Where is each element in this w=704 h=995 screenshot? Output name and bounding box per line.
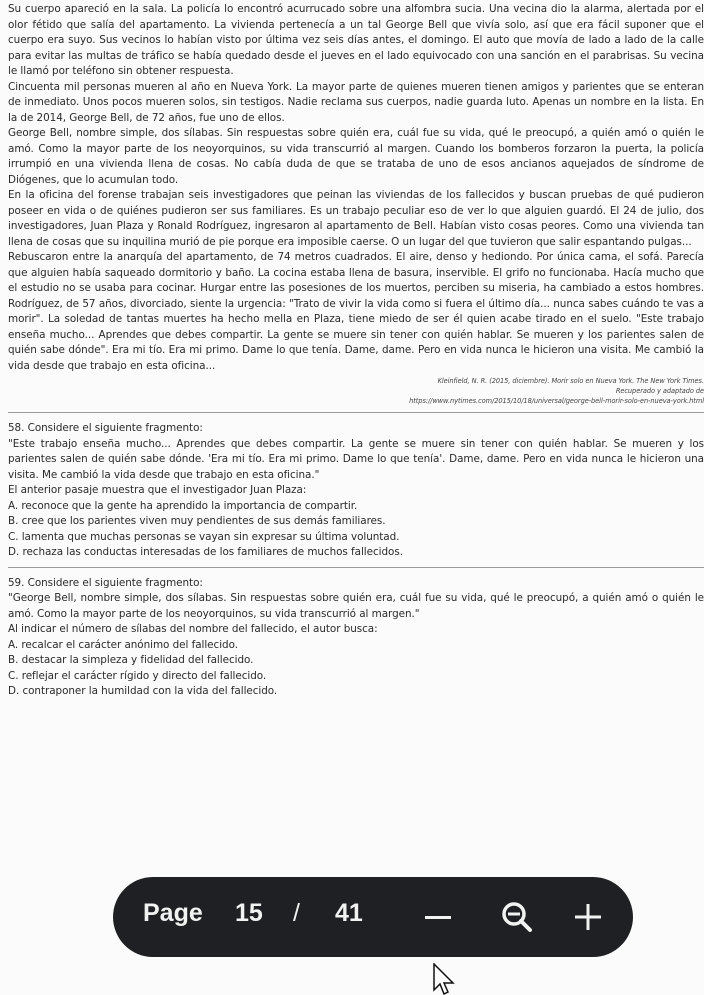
page-separator: /: [293, 899, 300, 927]
paragraph: George Bell, nombre simple, dos sílabas. Sin respuestas sobre quién era, cuál fue su vida, qué le preocupó, a quién amó o quién le amó. Como la mayor parte de los neoyorquinos, su vida transcurrió al margen. Cuando los bomberos forzaron la puerta, la policía irrumpió en una vivienda llena de cosas. No cabía duda de que se trataba de uno de esos ancianos aquejados de síndrome de Diógenes, que lo acumulan todo.: [8, 127, 704, 186]
section-divider: [8, 567, 704, 568]
answer-option-c[interactable]: C. reflejar el carácter rígido y directo del fallecido.: [8, 669, 267, 682]
question-heading: 59. Considere el siguiente fragmento:: [8, 576, 203, 589]
paragraph: Su cuerpo apareció en la sala. La policía lo encontró acurrucado sobre una alfombra sucia. Una vecina dio la alarma, alertada por el olor fétido que salía del apartamento. La vivienda pertenecía a un tal George Bell que vivía solo, así que era fácil suponer que el cuerpo era suyo. Sus vecinos lo habían visto por última vez seis días antes, el domingo. El auto que movía de lado a lado de la calle para evitar las multas de tráfico se había quedado desde el jueves en el lado equivocado con una sanción en el parabrisas. Su vecina le llamó por teléfono sin obtener respuesta.: [8, 3, 704, 77]
answer-option-d[interactable]: D. rechaza las conductas interesadas de los familiares de muchos fallecidos.: [8, 546, 403, 558]
citation: [8, 376, 704, 406]
question-58: [8, 421, 704, 561]
answer-option-a[interactable]: A. reconoce que la gente ha aprendido la importancia de compartir.: [8, 499, 358, 512]
question-prompt: Al indicar el número de sílabas del nombre del fallecido, el autor busca:: [8, 623, 378, 635]
question-prompt: El anterior pasaje muestra que el investigador Juan Plaza:: [8, 484, 307, 496]
answer-option-c[interactable]: C. lamenta que muchas personas se vayan sin expresar su última voluntad.: [8, 530, 400, 543]
zoom-in-button[interactable]: [565, 893, 613, 941]
zoom-in-icon: [565, 893, 613, 941]
zoom-out-button[interactable]: [415, 893, 463, 941]
citation-retrieved: Recuperado y adaptado de: [615, 387, 704, 395]
citation-reference: Kleinfield, N. R. (2015, diciembre). Morir solo en Nueva York. The New York Times.: [437, 377, 704, 385]
zoom-icon: [493, 893, 541, 941]
question-fragment: "George Bell, nombre simple, dos sílabas. Sin respuestas sobre quién era, cuál fue su vida, qué le preocupó, a quién amó o quién le amó. Como la mayor parte de los neoyorquinos, su vida transcurrió al margen.": [8, 592, 704, 620]
paragraph: Rebuscaron entre la anarquía del apartamento, de 74 metros cuadrados. El aire, denso y hediondo. Por única cama, el sofá. Parecía que alguien había saqueado dormitorio y baño. La cocina estaba llena de basura, inservible. El grifo no funcionaba. Hacía mucho que el estudio no se usaba para cocinar. Hurgar entre las posesiones de los muertos, perciben su miseria, ha cambiado a estos hombres. Rodríguez, de 57 años, divorciado, siente la urgencia: "Trato de vivir la vida como si fuera el último día... nunca sabes cuándo te vas a morir". La soledad de tantas muertes ha hecho mella en Plaza, tiene miedo de ser él quien acabe tirado en el suelo. "Este trabajo enseña mucho... Aprendes que debes compartir. La gente se muere sin tener con quién hablar. Se mueren y los parientes salen de quién sabe dónde". Era mi tío. Era mi primo. Dame lo que tenía. Dame, dame. Pero en vida nunca le hicieron una visita. Me cambió la vida desde que trabajo en esta oficina...: [8, 251, 704, 372]
section-divider: [8, 412, 704, 413]
answer-option-a[interactable]: A. recalcar el carácter anónimo del fallecido.: [8, 638, 238, 651]
article-text: [8, 2, 704, 374]
question-fragment: "Este trabajo enseña mucho... Aprendes que debes compartir. La gente se muere sin tener con quién hablar. Se mueren y los parientes salen de quién sabe dónde. 'Era mi tío. Era mi primo. Dame lo que tenía'. Dame, dame. Pero en vida nunca le hicieron una visita. Me cambió la vida desde que trabajo en esta oficina.": [8, 437, 704, 481]
current-page-input[interactable]: 15: [235, 899, 263, 927]
paragraph: En la oficina del forense trabajan seis investigadores que peinan las viviendas de los fallecidos y buscan pruebas de qué pudieron poseer en vida o de quiénes pudieron ser sus familiares. Es un trabajo peculiar eso de ver lo que alguien guardó. El 24 de julio, dos investigadores, Juan Plaza y Ronald Rodríguez, ingresaron al apartamento de Bell. Habían visto cosas peores. Como una vivienda tan llena de cosas que su inquilina murió de pie porque era imposible caerse. O un lugar del que tuvieron que salir espantando pulgas...: [8, 189, 704, 248]
pdf-viewer-toolbar: [113, 877, 633, 957]
question-59: [8, 576, 704, 700]
total-pages: 41: [335, 899, 363, 927]
page-label: Page: [143, 899, 203, 927]
answer-option-b[interactable]: B. cree que los parientes viven muy pendientes de sus demás familiares.: [8, 515, 386, 527]
paragraph: Cincuenta mil personas mueren al año en Nueva York. La mayor parte de quienes mueren tienen amigos y parientes que se enteran de inmediato. Unos pocos mueren solos, sin testigos. Nadie reclama sus cuerpos, nadie guarda luto. Apenas un nombre en la lista. En la de 2014, George Bell, de 72 años, fue uno de ellos.: [8, 80, 704, 124]
zoom-out-icon: [415, 893, 463, 941]
citation-url: https://www.nytimes.com/2015/10/18/universal/george-bell-morir-solo-en-nueva-york.html: [409, 397, 704, 405]
question-heading: 58. Considere el siguiente fragmento:: [8, 422, 203, 434]
answer-option-b[interactable]: B. destacar la simpleza y fidelidad del fallecido.: [8, 654, 254, 666]
document-page: [8, 2, 704, 700]
answer-option-d[interactable]: D. contraponer la humildad con la vida del fallecido.: [8, 685, 278, 697]
mouse-pointer-icon: [432, 963, 458, 995]
zoom-button[interactable]: [493, 893, 541, 941]
